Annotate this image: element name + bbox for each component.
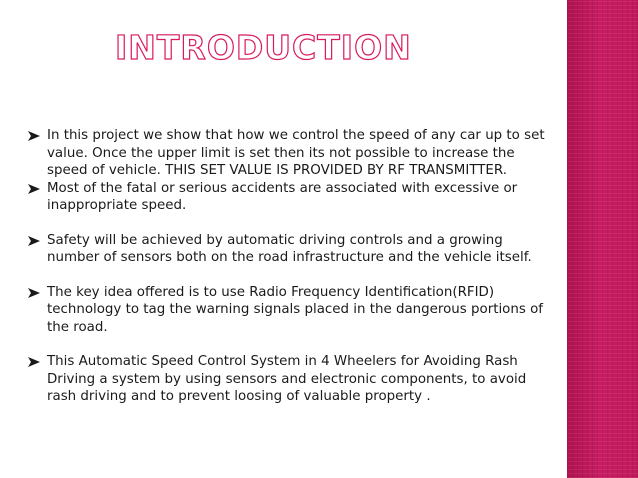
arrow-bullet-icon [28,288,40,298]
arrow-bullet-icon [28,236,40,246]
bullet-text: Safety will be achieved by automatic driving controls and a growing number of sensors both on the road infrastructure and the vehicle itself. [47,232,532,265]
arrow-bullet-icon [28,131,40,141]
bullet-text: The key idea offered is to use Radio Frequency Identification(RFID) technology to tag the warning signals placed in the dangerous portions of the road. [47,284,543,335]
bullet-item [28,180,548,215]
bullet-item [28,284,548,337]
decorative-side-bar [567,0,638,478]
bullet-text: In this project we show that how we control the speed of any car up to set value. Once the upper limit is set then its not possible to increase the speed of vehicle. THIS SET VALUE IS PROVIDED BY RF TRANSMITTER. [47,128,545,178]
slide-title: INTRODUCTION [115,28,412,67]
bullet-item [28,232,548,267]
bullet-text: This Automatic Speed Control System in 4 Wheelers for Avoiding Rash Driving a system by using sensors and electronic components, to avoid rash driving and to prevent loosing of valuable property . [47,354,527,404]
arrow-bullet-icon [28,184,40,194]
bullet-item [28,127,548,180]
arrow-bullet-icon [28,357,40,367]
bullet-text: Most of the fatal or serious accidents are associated with excessive or inappropriate speed. [47,180,518,213]
bullet-item [28,353,548,406]
bullet-list [28,127,548,406]
